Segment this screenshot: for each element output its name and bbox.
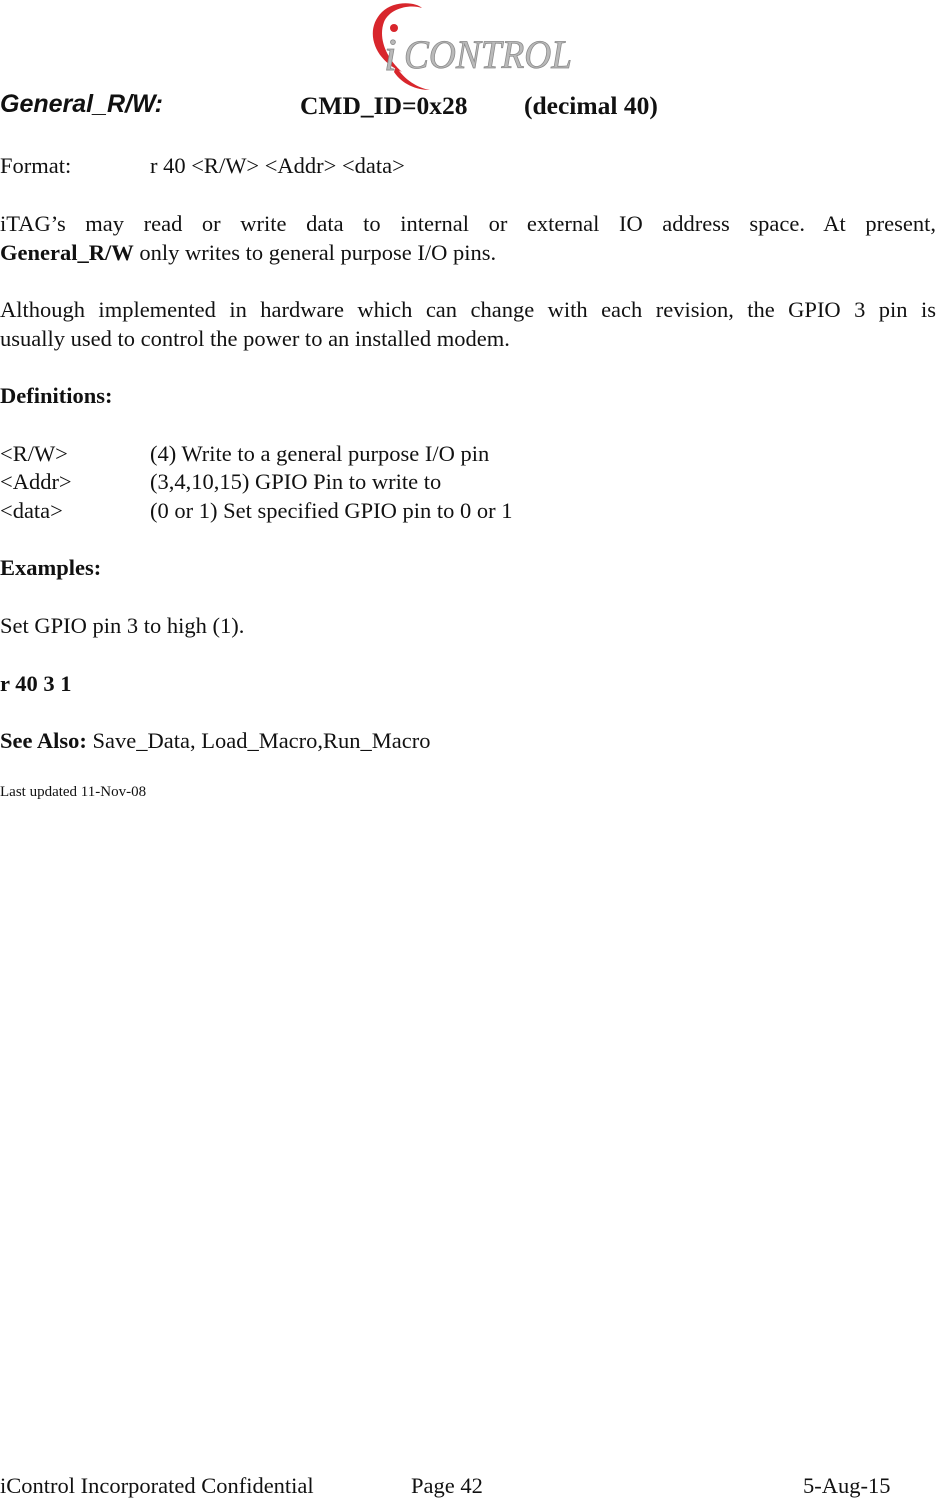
examples-title: Examples: [0, 555, 102, 580]
footer-date: 5-Aug-15 [803, 1473, 891, 1498]
command-name: General_R/W: [0, 90, 164, 118]
description-line-2 [0, 238, 496, 267]
footer-company: iControl Incorporated Confidential [0, 1473, 314, 1498]
description-para2-line-1: Although implemented in hardware which can change with each revision, the GPIO 3 pin is [0, 297, 936, 322]
logo-wordmark: CONTROL [404, 32, 572, 77]
command-id: CMD_ID=0x28 [300, 91, 468, 120]
definition-term-rw: <R/W> [0, 441, 68, 466]
example-text: Set GPIO pin 3 to high (1). [0, 613, 245, 638]
last-updated: Last updated 11-Nov-08 [0, 784, 147, 800]
definition-term-addr: <Addr> [0, 469, 72, 494]
definition-desc-data: (0 or 1) Set specified GPIO pin to 0 or 1 [150, 498, 513, 523]
definition-term-data: <data> [0, 498, 63, 523]
see-also-value: Save_Data, Load_Macro,Run_Macro [86, 728, 431, 753]
see-also [0, 726, 431, 755]
command-decimal: (decimal 40) [524, 91, 658, 120]
logo-i: i [384, 29, 397, 80]
description-line-1: iTAG’s may read or write data to internal or external IO address space. At present, [0, 211, 936, 236]
format-value: r 40 <R/W> <Addr> <data> [150, 153, 405, 178]
definition-desc-addr: (3,4,10,15) GPIO Pin to write to [150, 469, 442, 494]
definitions-title: Definitions: [0, 383, 113, 408]
see-also-label: See Also: [0, 728, 87, 753]
description-para2-line-2: usually used to control the power to an installed modem. [0, 326, 510, 351]
footer-page-number: Page 42 [411, 1473, 483, 1498]
format-label: Format: [0, 153, 72, 178]
example-command: r 40 3 1 [0, 671, 72, 696]
description-line-2-text: only writes to general purpose I/O pins. [133, 240, 497, 265]
definition-desc-rw: (4) Write to a general purpose I/O pin [150, 441, 490, 466]
description-command-name: General_R/W [0, 240, 134, 265]
icontrol-logo [360, 0, 580, 92]
